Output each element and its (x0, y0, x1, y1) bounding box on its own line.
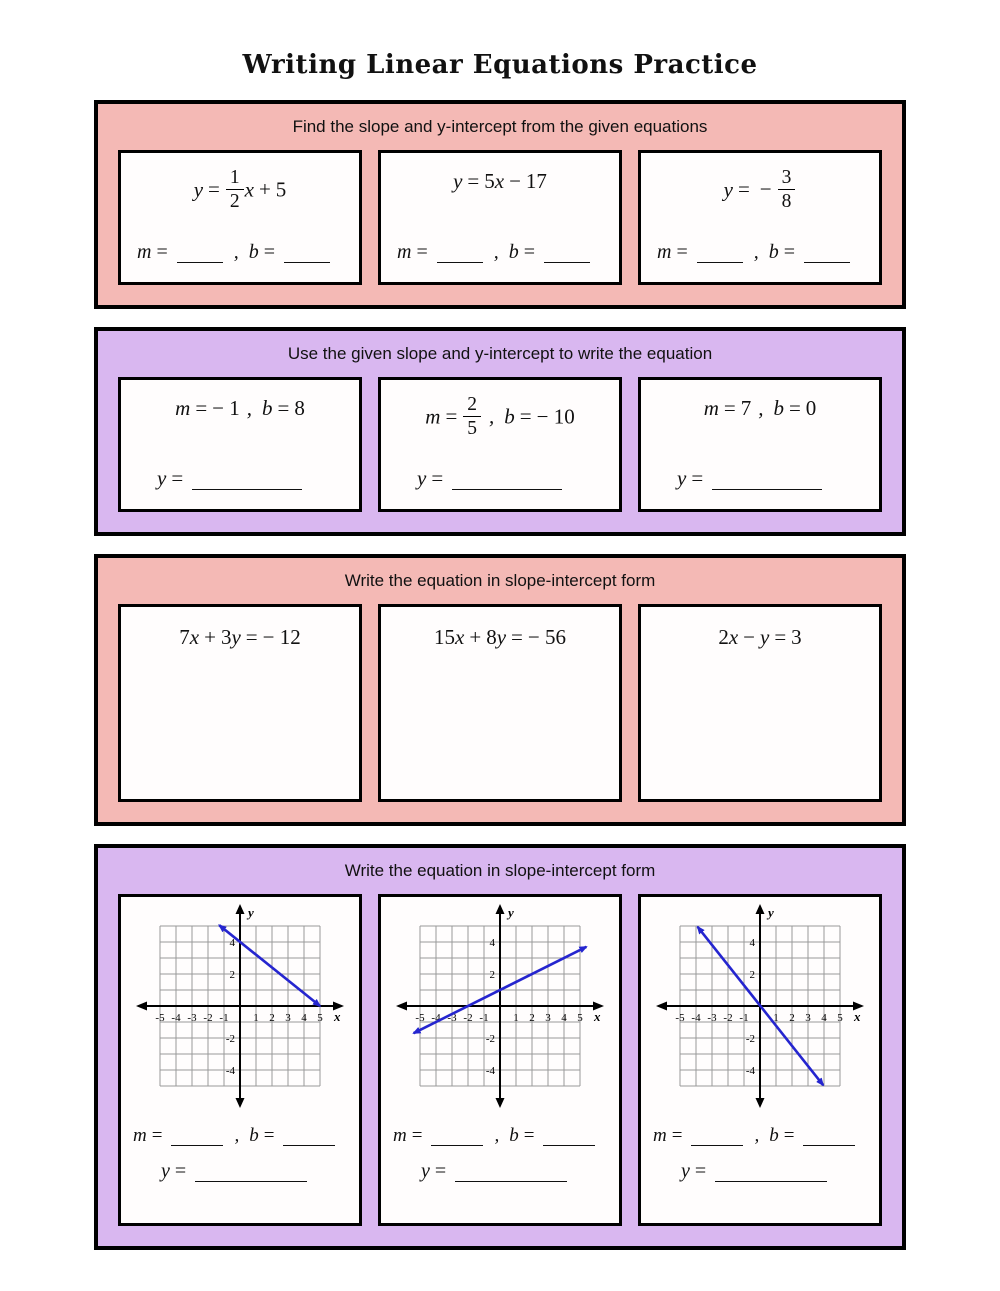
equation (651, 625, 869, 650)
equation-segment: − 56 (527, 625, 566, 649)
equation-segment: = (519, 404, 532, 429)
problem-card (378, 604, 622, 802)
equation-segment: 3 (220, 625, 232, 649)
answer-blank[interactable] (171, 1126, 223, 1146)
answer-blank[interactable] (455, 1161, 567, 1182)
coordinate-grid-graph (642, 903, 878, 1115)
svg-text:-4: -4 (171, 1012, 181, 1024)
answer-blank[interactable] (544, 242, 590, 263)
answer-blank[interactable] (804, 242, 850, 263)
section-graphs (94, 844, 906, 1250)
equation-segment: , (246, 396, 252, 420)
equation (131, 396, 349, 421)
equation-segment: 5 (484, 169, 495, 193)
svg-text:-5: -5 (415, 1012, 425, 1024)
equation-segment: 8 (294, 396, 305, 420)
svg-text:-4: -4 (225, 1065, 235, 1077)
equation-segment: y (723, 177, 733, 202)
equation-segment: , (489, 404, 495, 429)
svg-text:-3: -3 (707, 1012, 717, 1024)
svg-text:2: 2 (749, 969, 755, 981)
equation-segment: − (743, 625, 755, 649)
coordinate-grid-graph (382, 903, 618, 1115)
problem-card (118, 377, 362, 512)
equation-segment: = (431, 466, 444, 490)
equation-segment: = (245, 625, 258, 649)
equation (651, 169, 869, 214)
svg-text:-5: -5 (155, 1012, 165, 1024)
section-write-from-slope-row (98, 375, 902, 532)
equation-segment: b (509, 1125, 519, 1146)
answer-blank[interactable] (715, 1161, 827, 1182)
equation-segment: m (653, 1125, 667, 1146)
answer-line-y[interactable] (391, 466, 609, 491)
equation-segment: = (434, 1160, 447, 1182)
svg-text:1: 1 (253, 1012, 259, 1024)
equation-segment: + (204, 625, 216, 649)
svg-text:-2: -2 (485, 1033, 495, 1045)
answer-line-mb[interactable] (131, 241, 349, 264)
equation-segment: x (494, 169, 505, 193)
equation-segment: = (467, 169, 480, 193)
equation-segment: = (788, 396, 801, 420)
svg-text:2: 2 (789, 1012, 795, 1024)
svg-text:4: 4 (561, 1012, 567, 1024)
svg-text:3: 3 (545, 1012, 551, 1024)
section-write-from-slope (94, 327, 906, 536)
answer-line-mb[interactable] (641, 1125, 879, 1147)
answer-line-mb[interactable] (651, 241, 869, 264)
equation-segment: = (523, 241, 536, 263)
section-standard-form-row (98, 602, 902, 822)
graph-problem-card (638, 894, 882, 1226)
y-axis-label: y (248, 905, 254, 920)
equation-segment: = (208, 177, 220, 202)
answer-line-y[interactable] (641, 1160, 879, 1183)
equation-segment: y (453, 169, 463, 193)
equation-segment: b (768, 241, 779, 263)
equation-segment: + (469, 625, 482, 649)
equation-segment: m (703, 396, 719, 420)
equation (391, 169, 609, 194)
equation-segment: y (157, 466, 167, 490)
svg-text:-2: -2 (723, 1012, 733, 1024)
equation (651, 396, 869, 421)
equation-segment: = (783, 241, 796, 263)
answer-line-mb[interactable] (391, 241, 609, 264)
answer-line-y[interactable] (651, 466, 869, 491)
equation-segment: , (233, 241, 239, 263)
equation-segment: = (671, 1125, 683, 1146)
answer-blank[interactable] (195, 1161, 307, 1182)
svg-text:5: 5 (837, 1012, 843, 1024)
equation-segment: = (151, 1125, 163, 1146)
equation-segment: = (774, 625, 787, 649)
svg-text:-2: -2 (203, 1012, 213, 1024)
equation-segment: 3 (791, 625, 802, 649)
answer-blank[interactable] (452, 468, 562, 490)
equation-segment: y (231, 625, 241, 649)
answer-blank[interactable] (177, 242, 223, 263)
x-axis-label: x (854, 1009, 861, 1024)
section-find-slope-header: Find the slope and y-intercept from the given equations (292, 117, 708, 136)
equation-segment: x (455, 625, 465, 649)
equation-segment: b (504, 404, 515, 429)
svg-text:2: 2 (489, 969, 495, 981)
equation-segment: = (783, 1125, 795, 1146)
equation-segment: m (425, 404, 441, 429)
equation (131, 625, 349, 650)
equation-segment: y (760, 625, 770, 649)
equation-segment: 17 (525, 169, 547, 193)
equation-segment: , (754, 1125, 760, 1146)
equation (131, 169, 349, 214)
svg-text:2: 2 (269, 1012, 275, 1024)
problem-card (638, 377, 882, 512)
answer-line-y[interactable] (121, 1160, 359, 1183)
axes (144, 912, 336, 1100)
coordinate-grid-graph (122, 903, 358, 1115)
equation-segment: − (759, 177, 772, 202)
equation-segment: y (417, 466, 427, 490)
svg-text:-3: -3 (447, 1012, 457, 1024)
equation-segment: = (691, 466, 704, 490)
equation-segment: = (737, 177, 750, 202)
page-title: Writing Linear Equations Practice (242, 50, 758, 80)
svg-text:-1: -1 (479, 1012, 489, 1024)
equation (391, 396, 609, 441)
equation-segment: y (496, 625, 507, 649)
equation-segment: 15 (434, 625, 456, 649)
fraction: $\frac{2}{5}$ (463, 394, 481, 439)
equation-segment: 7 (179, 625, 190, 649)
svg-text:-5: -5 (675, 1012, 685, 1024)
svg-text:4: 4 (821, 1012, 827, 1024)
equation-segment: b (249, 1125, 259, 1146)
svg-text:2: 2 (529, 1012, 535, 1024)
answer-blank[interactable] (697, 242, 743, 263)
svg-text:-1: -1 (739, 1012, 749, 1024)
svg-text:5: 5 (317, 1012, 323, 1024)
equation-segment: − 12 (262, 625, 301, 649)
svg-text:-2: -2 (225, 1033, 235, 1045)
equation-segment: = (511, 625, 523, 649)
equation-segment: m (137, 241, 152, 263)
section-find-slope (94, 100, 906, 309)
equation-segment: = (523, 1125, 535, 1146)
equation-segment: y (681, 1160, 690, 1182)
answer-blank[interactable] (803, 1126, 855, 1146)
problem-card (378, 377, 622, 512)
equation-segment: y (421, 1160, 430, 1182)
answer-line-y[interactable] (131, 466, 349, 491)
equation-segment: 7 (740, 396, 752, 420)
svg-text:-2: -2 (745, 1033, 755, 1045)
svg-text:4: 4 (749, 937, 755, 949)
equation-segment: 0 (805, 396, 817, 420)
y-axis-label: y (768, 905, 774, 920)
section-standard-form (94, 554, 906, 826)
section-graphs-row (98, 892, 902, 1246)
answer-blank[interactable] (437, 242, 483, 263)
answer-blank[interactable] (691, 1126, 743, 1146)
svg-text:-4: -4 (691, 1012, 701, 1024)
equation-segment: 5 (275, 177, 287, 202)
svg-text:3: 3 (805, 1012, 811, 1024)
equation-segment: = (445, 404, 458, 429)
equation-segment: + (258, 177, 271, 202)
svg-text:4: 4 (489, 937, 495, 949)
equation-segment: = (723, 396, 736, 420)
svg-text:-2: -2 (463, 1012, 473, 1024)
plotted-line (219, 925, 320, 1006)
x-axis-label: x (594, 1009, 601, 1024)
svg-text:-4: -4 (485, 1065, 495, 1077)
problem-card (118, 604, 362, 802)
section-write-from-slope-header: Use the given slope and y-intercept to write the equation (287, 344, 713, 363)
equation-segment: = (263, 1125, 275, 1146)
answer-line-mb[interactable] (381, 1125, 619, 1147)
problem-card (638, 150, 882, 285)
graph-problem-card (378, 894, 622, 1226)
answer-blank[interactable] (284, 242, 330, 263)
x-axis-label: x (334, 1009, 341, 1024)
equation-segment: y (193, 177, 204, 202)
equation-segment: m (397, 241, 412, 263)
equation-segment: − 10 (536, 404, 575, 429)
answer-blank[interactable] (283, 1126, 335, 1146)
equation-segment: x (244, 177, 254, 202)
problem-card (378, 150, 622, 285)
section-standard-form-header: Write the equation in slope-intercept form (344, 571, 656, 590)
section-find-slope-row (98, 148, 902, 305)
fraction: $\frac{3}{8}$ (778, 167, 796, 212)
equation-segment: , (234, 1125, 240, 1146)
svg-text:-4: -4 (745, 1065, 755, 1077)
svg-text:3: 3 (285, 1012, 291, 1024)
equation-segment: = (195, 396, 208, 420)
svg-text:4: 4 (229, 937, 235, 949)
y-axis-label: y (508, 905, 514, 920)
equation-segment: , (493, 241, 499, 263)
equation-segment: b (773, 396, 784, 420)
equation-segment: , (494, 1125, 500, 1146)
equation-segment: x (728, 625, 739, 649)
answer-blank[interactable] (431, 1126, 483, 1146)
equation-segment: − (509, 169, 521, 193)
svg-text:-3: -3 (187, 1012, 197, 1024)
equation-segment: , (753, 241, 759, 263)
section-graphs-header: Write the equation in slope-intercept form (344, 861, 656, 880)
equation-segment: m (657, 241, 672, 263)
svg-text:5: 5 (577, 1012, 583, 1024)
equation-segment: = (694, 1160, 707, 1182)
equation-segment: = (263, 241, 276, 263)
equation-segment: = (411, 1125, 423, 1146)
equation-segment: b (248, 241, 259, 263)
axes (404, 912, 596, 1100)
answer-blank[interactable] (192, 468, 302, 490)
equation-segment: b (769, 1125, 779, 1146)
fraction: $\frac{1}{2}$ (226, 167, 244, 212)
svg-text:1: 1 (773, 1012, 779, 1024)
answer-blank[interactable] (712, 468, 822, 490)
equation-segment: = (676, 241, 688, 263)
equation-segment: m (175, 396, 191, 420)
equation-segment: y (161, 1160, 170, 1182)
equation-segment: = (416, 241, 428, 263)
svg-text:-1: -1 (219, 1012, 229, 1024)
equation-segment: 8 (486, 625, 497, 649)
answer-line-mb[interactable] (121, 1125, 359, 1147)
svg-text:-4: -4 (431, 1012, 441, 1024)
equation-segment: − 1 (212, 396, 240, 420)
svg-text:2: 2 (229, 969, 235, 981)
equation-segment: = (156, 241, 168, 263)
equation-segment: b (508, 241, 519, 263)
equation-segment: x (189, 625, 200, 649)
equation-segment: = (277, 396, 290, 420)
equation-segment: , (758, 396, 764, 420)
svg-text:4: 4 (301, 1012, 307, 1024)
problem-card (638, 604, 882, 802)
equation-segment: 2 (718, 625, 729, 649)
equation (391, 625, 609, 650)
equation-segment: y (677, 466, 687, 490)
answer-line-y[interactable] (381, 1160, 619, 1183)
equation-segment: m (393, 1125, 407, 1146)
graph-problem-card (118, 894, 362, 1226)
equation-segment: = (174, 1160, 187, 1182)
svg-text:1: 1 (513, 1012, 519, 1024)
equation-segment: = (171, 466, 184, 490)
problem-card (118, 150, 362, 285)
equation-segment: b (262, 396, 273, 420)
answer-blank[interactable] (543, 1126, 595, 1146)
equation-segment: m (133, 1125, 147, 1146)
